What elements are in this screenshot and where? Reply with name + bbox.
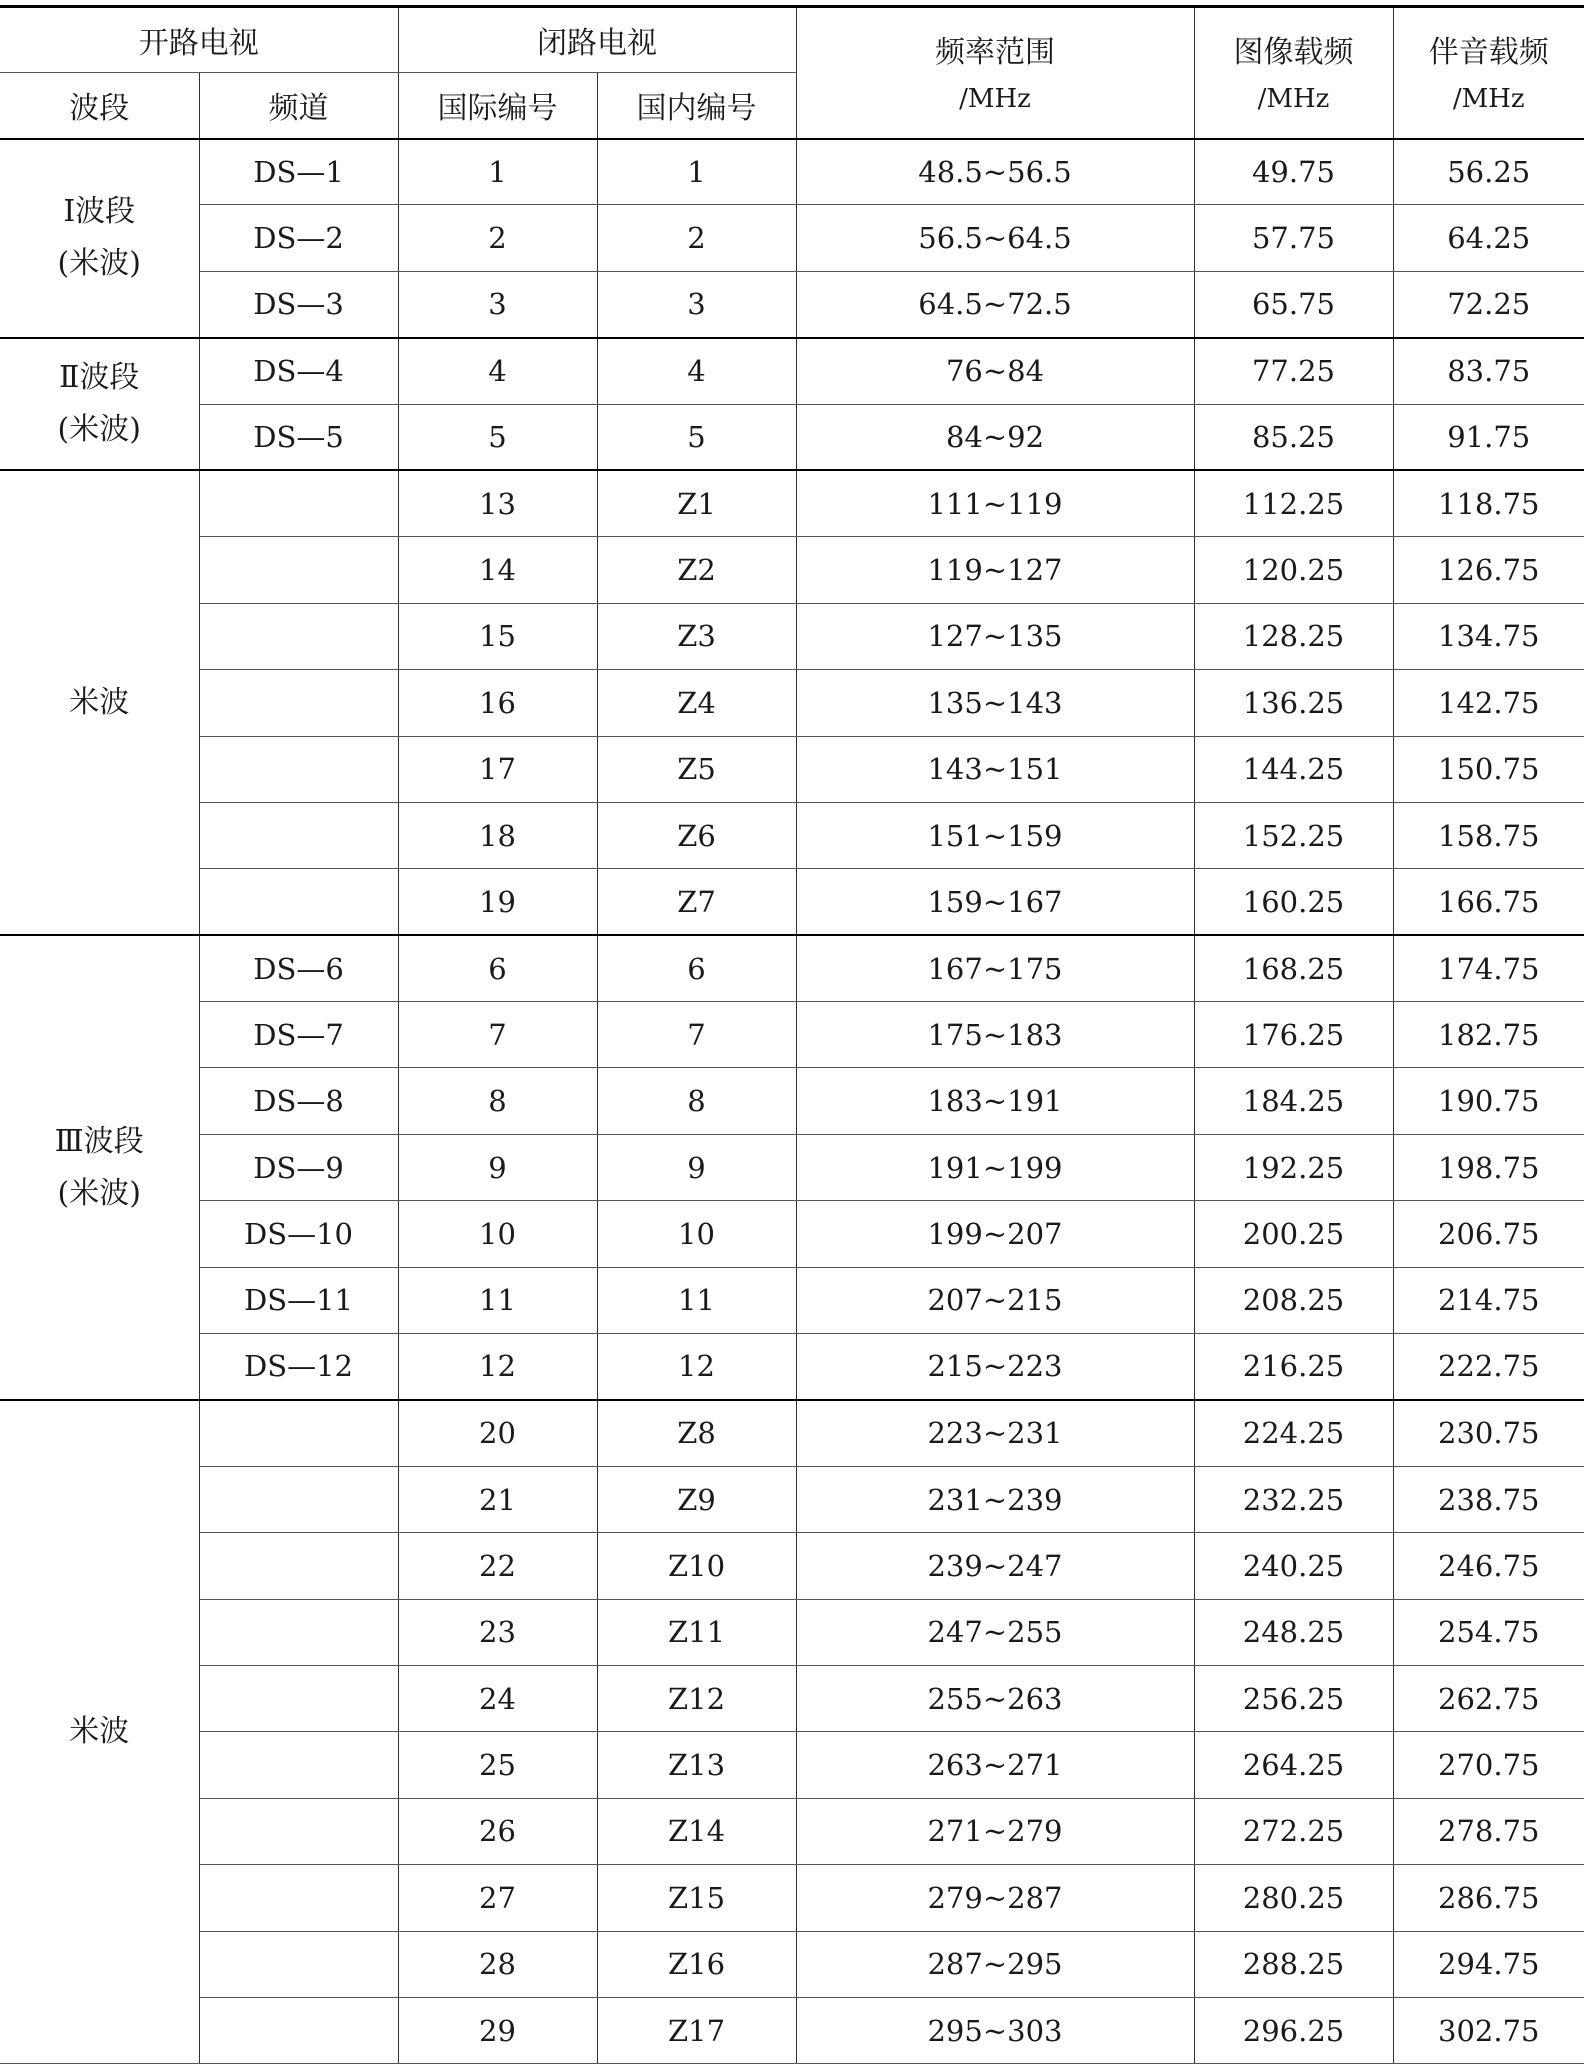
freq-range-cell: 295~303 — [796, 1997, 1194, 2063]
video-carrier-cell: 144.25 — [1194, 736, 1393, 802]
band-subtitle: (米波) — [0, 238, 199, 290]
freq-range-cell: 119~127 — [796, 537, 1194, 603]
audio-carrier-cell: 83.75 — [1393, 338, 1584, 404]
video-carrier-cell: 296.25 — [1194, 1997, 1393, 2063]
domestic-no-cell: Z2 — [597, 537, 796, 603]
domestic-no-cell: Z5 — [597, 736, 796, 802]
header-band: 波段 — [0, 73, 199, 139]
band-cell — [0, 470, 199, 935]
domestic-no-cell: Z8 — [597, 1400, 796, 1466]
channel-cell — [199, 1865, 398, 1931]
audio-carrier-cell: 182.75 — [1393, 1002, 1584, 1068]
header-video-carrier-unit: /MHz — [1195, 79, 1393, 119]
table-row — [0, 1997, 1584, 2063]
video-carrier-cell: 160.25 — [1194, 869, 1393, 935]
channel-cell: DS—11 — [199, 1267, 398, 1333]
domestic-no-cell: 6 — [597, 935, 796, 1001]
video-carrier-cell: 280.25 — [1194, 1865, 1393, 1931]
domestic-no-cell: Z14 — [597, 1798, 796, 1864]
freq-range-cell: 183~191 — [796, 1068, 1194, 1134]
channel-cell — [199, 1798, 398, 1864]
audio-carrier-cell: 142.75 — [1393, 670, 1584, 736]
band-subtitle: (米波) — [0, 1168, 199, 1220]
audio-carrier-cell: 246.75 — [1393, 1533, 1584, 1599]
channel-cell — [199, 603, 398, 669]
freq-range-cell: 231~239 — [796, 1466, 1194, 1532]
intl-no-cell: 7 — [398, 1002, 597, 1068]
channel-cell — [199, 1466, 398, 1532]
video-carrier-cell: 224.25 — [1194, 1400, 1393, 1466]
table-row — [0, 802, 1584, 868]
table-row — [0, 1002, 1584, 1068]
audio-carrier-cell: 72.25 — [1393, 271, 1584, 337]
channel-cell: DS—8 — [199, 1068, 398, 1134]
intl-no-cell: 22 — [398, 1533, 597, 1599]
video-carrier-cell: 232.25 — [1194, 1466, 1393, 1532]
band-subtitle: (米波) — [0, 404, 199, 456]
freq-range-cell: 287~295 — [796, 1931, 1194, 1997]
video-carrier-cell: 192.25 — [1194, 1134, 1393, 1200]
intl-no-cell: 13 — [398, 470, 597, 536]
video-carrier-cell: 248.25 — [1194, 1599, 1393, 1665]
channel-cell — [199, 736, 398, 802]
intl-no-cell: 1 — [398, 139, 597, 205]
intl-no-cell: 3 — [398, 271, 597, 337]
intl-no-cell: 23 — [398, 1599, 597, 1665]
audio-carrier-cell: 286.75 — [1393, 1865, 1584, 1931]
video-carrier-cell: 272.25 — [1194, 1798, 1393, 1864]
channel-cell — [199, 670, 398, 736]
video-carrier-cell: 49.75 — [1194, 139, 1393, 205]
tv-channel-frequency-table — [0, 5, 1584, 2064]
freq-range-cell: 191~199 — [796, 1134, 1194, 1200]
audio-carrier-cell: 64.25 — [1393, 205, 1584, 271]
channel-cell — [199, 802, 398, 868]
header-audio-carrier-label: 伴音载频 — [1394, 27, 1584, 79]
freq-range-cell: 111~119 — [796, 470, 1194, 536]
video-carrier-cell: 65.75 — [1194, 271, 1393, 337]
video-carrier-cell: 85.25 — [1194, 404, 1393, 470]
audio-carrier-cell: 118.75 — [1393, 470, 1584, 536]
domestic-no-cell: 1 — [597, 139, 796, 205]
domestic-no-cell: 12 — [597, 1334, 796, 1400]
audio-carrier-cell: 174.75 — [1393, 935, 1584, 1001]
table-row — [0, 1798, 1584, 1864]
freq-range-cell: 175~183 — [796, 1002, 1194, 1068]
channel-cell: DS—12 — [199, 1334, 398, 1400]
video-carrier-cell: 120.25 — [1194, 537, 1393, 603]
intl-no-cell: 2 — [398, 205, 597, 271]
video-carrier-cell: 77.25 — [1194, 338, 1393, 404]
video-carrier-cell: 200.25 — [1194, 1201, 1393, 1267]
video-carrier-cell: 184.25 — [1194, 1068, 1393, 1134]
audio-carrier-cell: 126.75 — [1393, 537, 1584, 603]
table-row — [0, 1068, 1584, 1134]
channel-cell: DS—7 — [199, 1002, 398, 1068]
audio-carrier-cell: 254.75 — [1393, 1599, 1584, 1665]
video-carrier-cell: 136.25 — [1194, 670, 1393, 736]
band-name: Ⅱ波段 — [0, 352, 199, 404]
audio-carrier-cell: 166.75 — [1393, 869, 1584, 935]
table-row — [0, 1466, 1584, 1532]
audio-carrier-cell: 238.75 — [1393, 1466, 1584, 1532]
freq-range-cell: 215~223 — [796, 1334, 1194, 1400]
intl-no-cell: 14 — [398, 537, 597, 603]
header-audio-carrier — [1393, 7, 1584, 139]
domestic-no-cell: Z9 — [597, 1466, 796, 1532]
audio-carrier-cell: 150.75 — [1393, 736, 1584, 802]
video-carrier-cell: 57.75 — [1194, 205, 1393, 271]
freq-range-cell: 271~279 — [796, 1798, 1194, 1864]
audio-carrier-cell: 222.75 — [1393, 1334, 1584, 1400]
freq-range-cell: 76~84 — [796, 338, 1194, 404]
channel-cell — [199, 1931, 398, 1997]
intl-no-cell: 18 — [398, 802, 597, 868]
audio-carrier-cell: 262.75 — [1393, 1665, 1584, 1731]
intl-no-cell: 25 — [398, 1732, 597, 1798]
domestic-no-cell: Z15 — [597, 1865, 796, 1931]
domestic-no-cell: 3 — [597, 271, 796, 337]
domestic-no-cell: 9 — [597, 1134, 796, 1200]
header-audio-carrier-unit: /MHz — [1394, 79, 1584, 119]
channel-cell — [199, 1665, 398, 1731]
domestic-no-cell: Z6 — [597, 802, 796, 868]
band-cell — [0, 139, 199, 338]
freq-range-cell: 263~271 — [796, 1732, 1194, 1798]
table-row — [0, 1665, 1584, 1731]
freq-range-cell: 207~215 — [796, 1267, 1194, 1333]
audio-carrier-cell: 56.25 — [1393, 139, 1584, 205]
channel-cell: DS—4 — [199, 338, 398, 404]
table-row — [0, 139, 1584, 205]
domestic-no-cell: Z13 — [597, 1732, 796, 1798]
video-carrier-cell: 128.25 — [1194, 603, 1393, 669]
channel-cell — [199, 869, 398, 935]
video-carrier-cell: 240.25 — [1194, 1533, 1393, 1599]
intl-no-cell: 17 — [398, 736, 597, 802]
header-closed-tv: 闭路电视 — [398, 7, 796, 73]
channel-cell: DS—6 — [199, 935, 398, 1001]
audio-carrier-cell: 198.75 — [1393, 1134, 1584, 1200]
table-row — [0, 338, 1584, 404]
table-row — [0, 1732, 1584, 1798]
channel-cell: DS—3 — [199, 271, 398, 337]
domestic-no-cell: 4 — [597, 338, 796, 404]
channel-cell — [199, 470, 398, 536]
intl-no-cell: 5 — [398, 404, 597, 470]
channel-cell: DS—9 — [199, 1134, 398, 1200]
freq-range-cell: 239~247 — [796, 1533, 1194, 1599]
audio-carrier-cell: 91.75 — [1393, 404, 1584, 470]
band-name: 米波 — [0, 677, 199, 729]
video-carrier-cell: 216.25 — [1194, 1334, 1393, 1400]
intl-no-cell: 21 — [398, 1466, 597, 1532]
domestic-no-cell: Z17 — [597, 1997, 796, 2063]
intl-no-cell: 16 — [398, 670, 597, 736]
header-freq-range-unit: /MHz — [797, 79, 1194, 119]
intl-no-cell: 29 — [398, 1997, 597, 2063]
intl-no-cell: 26 — [398, 1798, 597, 1864]
freq-range-cell: 159~167 — [796, 869, 1194, 935]
table-row — [0, 404, 1584, 470]
table-row — [0, 1599, 1584, 1665]
header-channel: 频道 — [199, 73, 398, 139]
channel-cell — [199, 1997, 398, 2063]
table-row — [0, 670, 1584, 736]
audio-carrier-cell: 214.75 — [1393, 1267, 1584, 1333]
table-row — [0, 1931, 1584, 1997]
freq-range-cell: 84~92 — [796, 404, 1194, 470]
table-row — [0, 869, 1584, 935]
band-cell — [0, 1400, 199, 2064]
freq-range-cell: 56.5~64.5 — [796, 205, 1194, 271]
freq-range-cell: 143~151 — [796, 736, 1194, 802]
video-carrier-cell: 152.25 — [1194, 802, 1393, 868]
audio-carrier-cell: 278.75 — [1393, 1798, 1584, 1864]
freq-range-cell: 48.5~56.5 — [796, 139, 1194, 205]
band-cell — [0, 338, 199, 471]
freq-range-cell: 255~263 — [796, 1665, 1194, 1731]
intl-no-cell: 20 — [398, 1400, 597, 1466]
table-row — [0, 1533, 1584, 1599]
channel-cell — [199, 537, 398, 603]
table-row — [0, 736, 1584, 802]
band-name: 米波 — [0, 1706, 199, 1758]
table-header — [0, 7, 1584, 139]
intl-no-cell: 12 — [398, 1334, 597, 1400]
audio-carrier-cell: 134.75 — [1393, 603, 1584, 669]
intl-no-cell: 6 — [398, 935, 597, 1001]
table-row — [0, 1400, 1584, 1466]
table-row — [0, 470, 1584, 536]
audio-carrier-cell: 302.75 — [1393, 1997, 1584, 2063]
freq-range-cell: 64.5~72.5 — [796, 271, 1194, 337]
header-open-tv: 开路电视 — [0, 7, 398, 73]
table-row — [0, 935, 1584, 1001]
intl-no-cell: 10 — [398, 1201, 597, 1267]
domestic-no-cell: Z12 — [597, 1665, 796, 1731]
header-video-carrier — [1194, 7, 1393, 139]
intl-no-cell: 27 — [398, 1865, 597, 1931]
table-row — [0, 271, 1584, 337]
audio-carrier-cell: 270.75 — [1393, 1732, 1584, 1798]
domestic-no-cell: Z7 — [597, 869, 796, 935]
intl-no-cell: 19 — [398, 869, 597, 935]
domestic-no-cell: 5 — [597, 404, 796, 470]
intl-no-cell: 8 — [398, 1068, 597, 1134]
video-carrier-cell: 264.25 — [1194, 1732, 1393, 1798]
channel-cell — [199, 1599, 398, 1665]
header-intl-no: 国际编号 — [398, 73, 597, 139]
domestic-no-cell: 11 — [597, 1267, 796, 1333]
audio-carrier-cell: 294.75 — [1393, 1931, 1584, 1997]
video-carrier-cell: 168.25 — [1194, 935, 1393, 1001]
video-carrier-cell: 208.25 — [1194, 1267, 1393, 1333]
header-freq-range — [796, 7, 1194, 139]
table-row — [0, 603, 1584, 669]
intl-no-cell: 9 — [398, 1134, 597, 1200]
channel-cell: DS—1 — [199, 139, 398, 205]
video-carrier-cell: 176.25 — [1194, 1002, 1393, 1068]
audio-carrier-cell: 230.75 — [1393, 1400, 1584, 1466]
band-cell — [0, 935, 199, 1400]
domestic-no-cell: Z1 — [597, 470, 796, 536]
intl-no-cell: 4 — [398, 338, 597, 404]
domestic-no-cell: Z3 — [597, 603, 796, 669]
table-row — [0, 1865, 1584, 1931]
table-row — [0, 1134, 1584, 1200]
freq-range-cell: 151~159 — [796, 802, 1194, 868]
table-body — [0, 139, 1584, 2064]
freq-range-cell: 167~175 — [796, 935, 1194, 1001]
domestic-no-cell: Z10 — [597, 1533, 796, 1599]
channel-cell: DS—2 — [199, 205, 398, 271]
band-name: Ⅲ波段 — [0, 1116, 199, 1168]
domestic-no-cell: 10 — [597, 1201, 796, 1267]
intl-no-cell: 11 — [398, 1267, 597, 1333]
video-carrier-cell: 112.25 — [1194, 470, 1393, 536]
video-carrier-cell: 288.25 — [1194, 1931, 1393, 1997]
freq-range-cell: 135~143 — [796, 670, 1194, 736]
table-row — [0, 1201, 1584, 1267]
intl-no-cell: 24 — [398, 1665, 597, 1731]
freq-range-cell: 127~135 — [796, 603, 1194, 669]
freq-range-cell: 199~207 — [796, 1201, 1194, 1267]
channel-cell — [199, 1732, 398, 1798]
domestic-no-cell: 8 — [597, 1068, 796, 1134]
band-name: Ⅰ波段 — [0, 186, 199, 238]
table-row — [0, 537, 1584, 603]
intl-no-cell: 15 — [398, 603, 597, 669]
header-video-carrier-label: 图像载频 — [1195, 27, 1393, 79]
intl-no-cell: 28 — [398, 1931, 597, 1997]
audio-carrier-cell: 206.75 — [1393, 1201, 1584, 1267]
freq-range-cell: 279~287 — [796, 1865, 1194, 1931]
domestic-no-cell: 7 — [597, 1002, 796, 1068]
domestic-no-cell: Z4 — [597, 670, 796, 736]
freq-range-cell: 247~255 — [796, 1599, 1194, 1665]
table-row — [0, 205, 1584, 271]
header-domestic-no: 国内编号 — [597, 73, 796, 139]
table-row — [0, 1334, 1584, 1400]
audio-carrier-cell: 158.75 — [1393, 802, 1584, 868]
video-carrier-cell: 256.25 — [1194, 1665, 1393, 1731]
channel-cell: DS—10 — [199, 1201, 398, 1267]
header-freq-range-label: 频率范围 — [797, 27, 1194, 79]
channel-cell — [199, 1400, 398, 1466]
channel-cell: DS—5 — [199, 404, 398, 470]
freq-range-cell: 223~231 — [796, 1400, 1194, 1466]
audio-carrier-cell: 190.75 — [1393, 1068, 1584, 1134]
domestic-no-cell: Z11 — [597, 1599, 796, 1665]
table-row — [0, 1267, 1584, 1333]
domestic-no-cell: 2 — [597, 205, 796, 271]
domestic-no-cell: Z16 — [597, 1931, 796, 1997]
channel-cell — [199, 1533, 398, 1599]
